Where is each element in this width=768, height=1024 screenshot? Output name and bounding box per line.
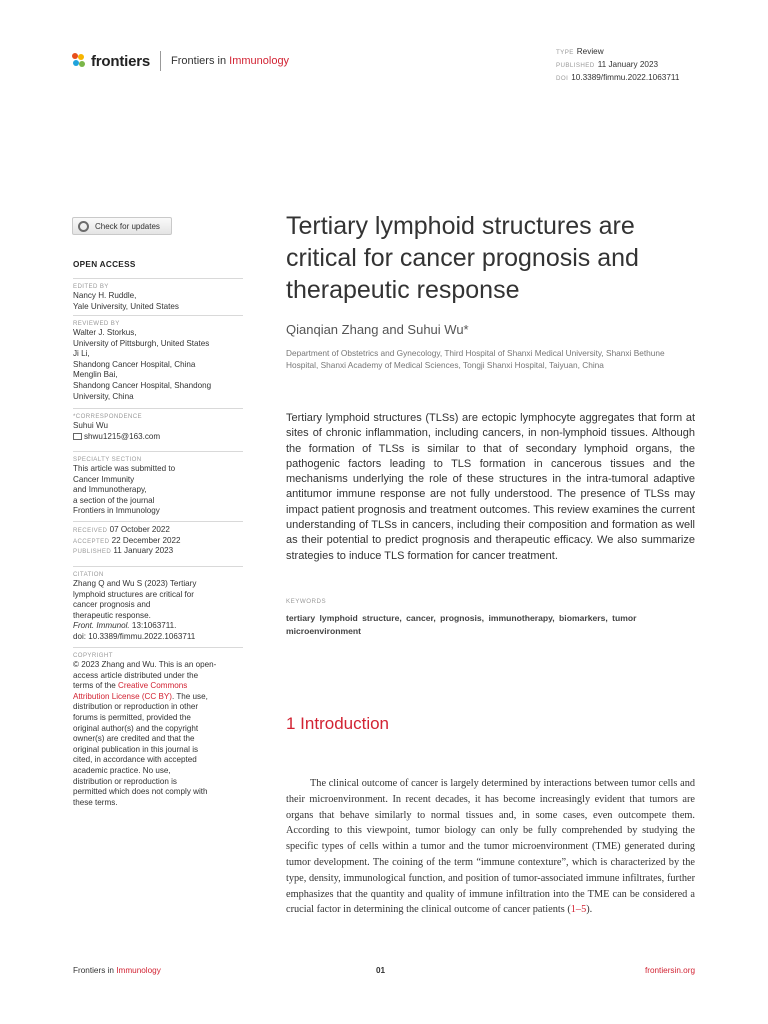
logo-divider (160, 51, 161, 71)
article-published: PUBLISHED 11 January 2023 (556, 60, 659, 69)
article-type: TYPE Review (556, 47, 604, 56)
specialty-section: SPECIALTY SECTION This article was submitted to Cancer Immunity and Immunotherapy, a section of the journal Frontiers in Immunology (73, 451, 243, 517)
keywords-label: KEYWORDS (286, 598, 327, 605)
article-title: Tertiary lymphoid structures are critical for cancer prognosis and therapeutic response (286, 212, 639, 304)
page-footer (73, 966, 695, 975)
email-icon (73, 433, 82, 440)
keywords: tertiary lymphoid structure, cancer, prognosis, immunotherapy, biomarkers, tumor microenvironment (286, 613, 637, 636)
check-updates-icon (78, 221, 89, 232)
cc-license-link-2[interactable]: Attribution License (CC BY) (73, 691, 172, 701)
author-affiliation: Department of Obstetrics and Gynecology, Third Hospital of Shanxi Medical University, Shanxi Bethune Hospital, Shanxi Academy of Medical Sciences, Tongji Shanxi Hospital, Taiyuan, China (286, 348, 665, 370)
page-number: 01 (376, 966, 386, 975)
section-heading-introduction: 1 Introduction (286, 714, 390, 733)
article-doi[interactable]: DOI 10.3389/fimmu.2022.1063711 (556, 73, 680, 82)
article-meta (556, 46, 679, 85)
introduction-paragraph: The clinical outcome of cancer is largely determined by interactions between tumor cells and their microenvironment. In recent decades, it has become increasingly evident that tumors are organs that behave similarly to normal tissues and, in some cases, even outcompete them. According to this viewpoint, tumor biology can only be fully comprehended by studying the specific types of cells within a tumor and the tumor microenvironment (TME) generated during tumor development. The coining of the term “immune contexture”, which is characterized by the type, density, immunological function, and position of tumor-associated immune infiltrates, further emphasizes that the quantity and quality of immune infiltration into the TME can be considered a crucial factor in determining the clinical outcome of cancer patients (1–5). (286, 778, 695, 916)
reference-link[interactable]: 1–5 (570, 904, 587, 916)
copyright-section: COPYRIGHT © 2023 Zhang and Wu. This is an open- access article distributed under the terms of the Creative Commons Attribution License (CC BY). The use, distribution or reproduction in other forums is permitted, provided the original author(s) and the copyright owner(s) are credited and that the original publication in this journal is cited, in accordance with accepted academic practice. No use, distribution or reproduction is permitted which does not comply with these terms. (73, 647, 243, 808)
frontiers-logo-icon (72, 53, 88, 69)
check-for-updates-button[interactable]: Check for updates (72, 217, 172, 235)
footer-journal[interactable]: Frontiers in Immunology (73, 966, 161, 975)
footer-site-link[interactable]: frontiersin.org (644, 966, 695, 975)
journal-name[interactable]: Frontiers in Immunology (171, 55, 290, 67)
dates-section: RECEIVED 07 October 2022 ACCEPTED 22 December 2022 PUBLISHED 11 January 2023 (73, 521, 243, 557)
cc-license-link[interactable]: Creative Commons (117, 681, 188, 691)
reviewed-by-section: REVIEWED BY Walter J. Storkus, University of Pittsburgh, United States Ji Li, Shandong Cancer Hospital, China Menglin Bai, Shandong Cancer Hospital, Shandong University, China (73, 315, 243, 402)
edited-by-section: EDITED BY Nancy H. Ruddle, Yale University, United States (73, 278, 243, 312)
abstract: Tertiary lymphoid structures (TLSs) are ectopic lymphocyte aggregates that form at sites of chronic inflammation, including cancers, in non-lymphoid tissues. Although the formation of TLSs is similar to that of secondary lymphoid organs, the pathogenic factors leading to TLS formation in cancerous tissues and the mechanisms underlying the role of these structures in the intra-tumoral adaptive antitumor immune response are not fully understood. The presence of TLSs may impact patient prognosis and treatment outcomes. This review examines the current understanding of TLSs in cancers, including their composition and formation as well as their potential to predict prognosis and therapeutic efficacy. We also summarize strategies to induce TLS formation for cancer treatment. (286, 412, 695, 562)
logo-wordmark: frontiers (91, 52, 151, 70)
open-access-label: OPEN ACCESS (73, 260, 136, 269)
citation-section: CITATION Zhang Q and Wu S (2023) Tertiary lymphoid structures are critical for cancer prognosis and therapeutic response. Front. Immunol. 13:1063711. doi: 10.3389/fimmu.2022.1063711 (73, 566, 243, 643)
correspondence-email[interactable]: shwu1215@163.com (73, 432, 243, 443)
frontiers-logo[interactable] (72, 51, 289, 71)
correspondence-section: *CORRESPONDENCE Suhui Wu shwu1215@163.com (73, 408, 243, 442)
article-authors: Qianqian Zhang and Suhui Wu* (286, 322, 469, 337)
